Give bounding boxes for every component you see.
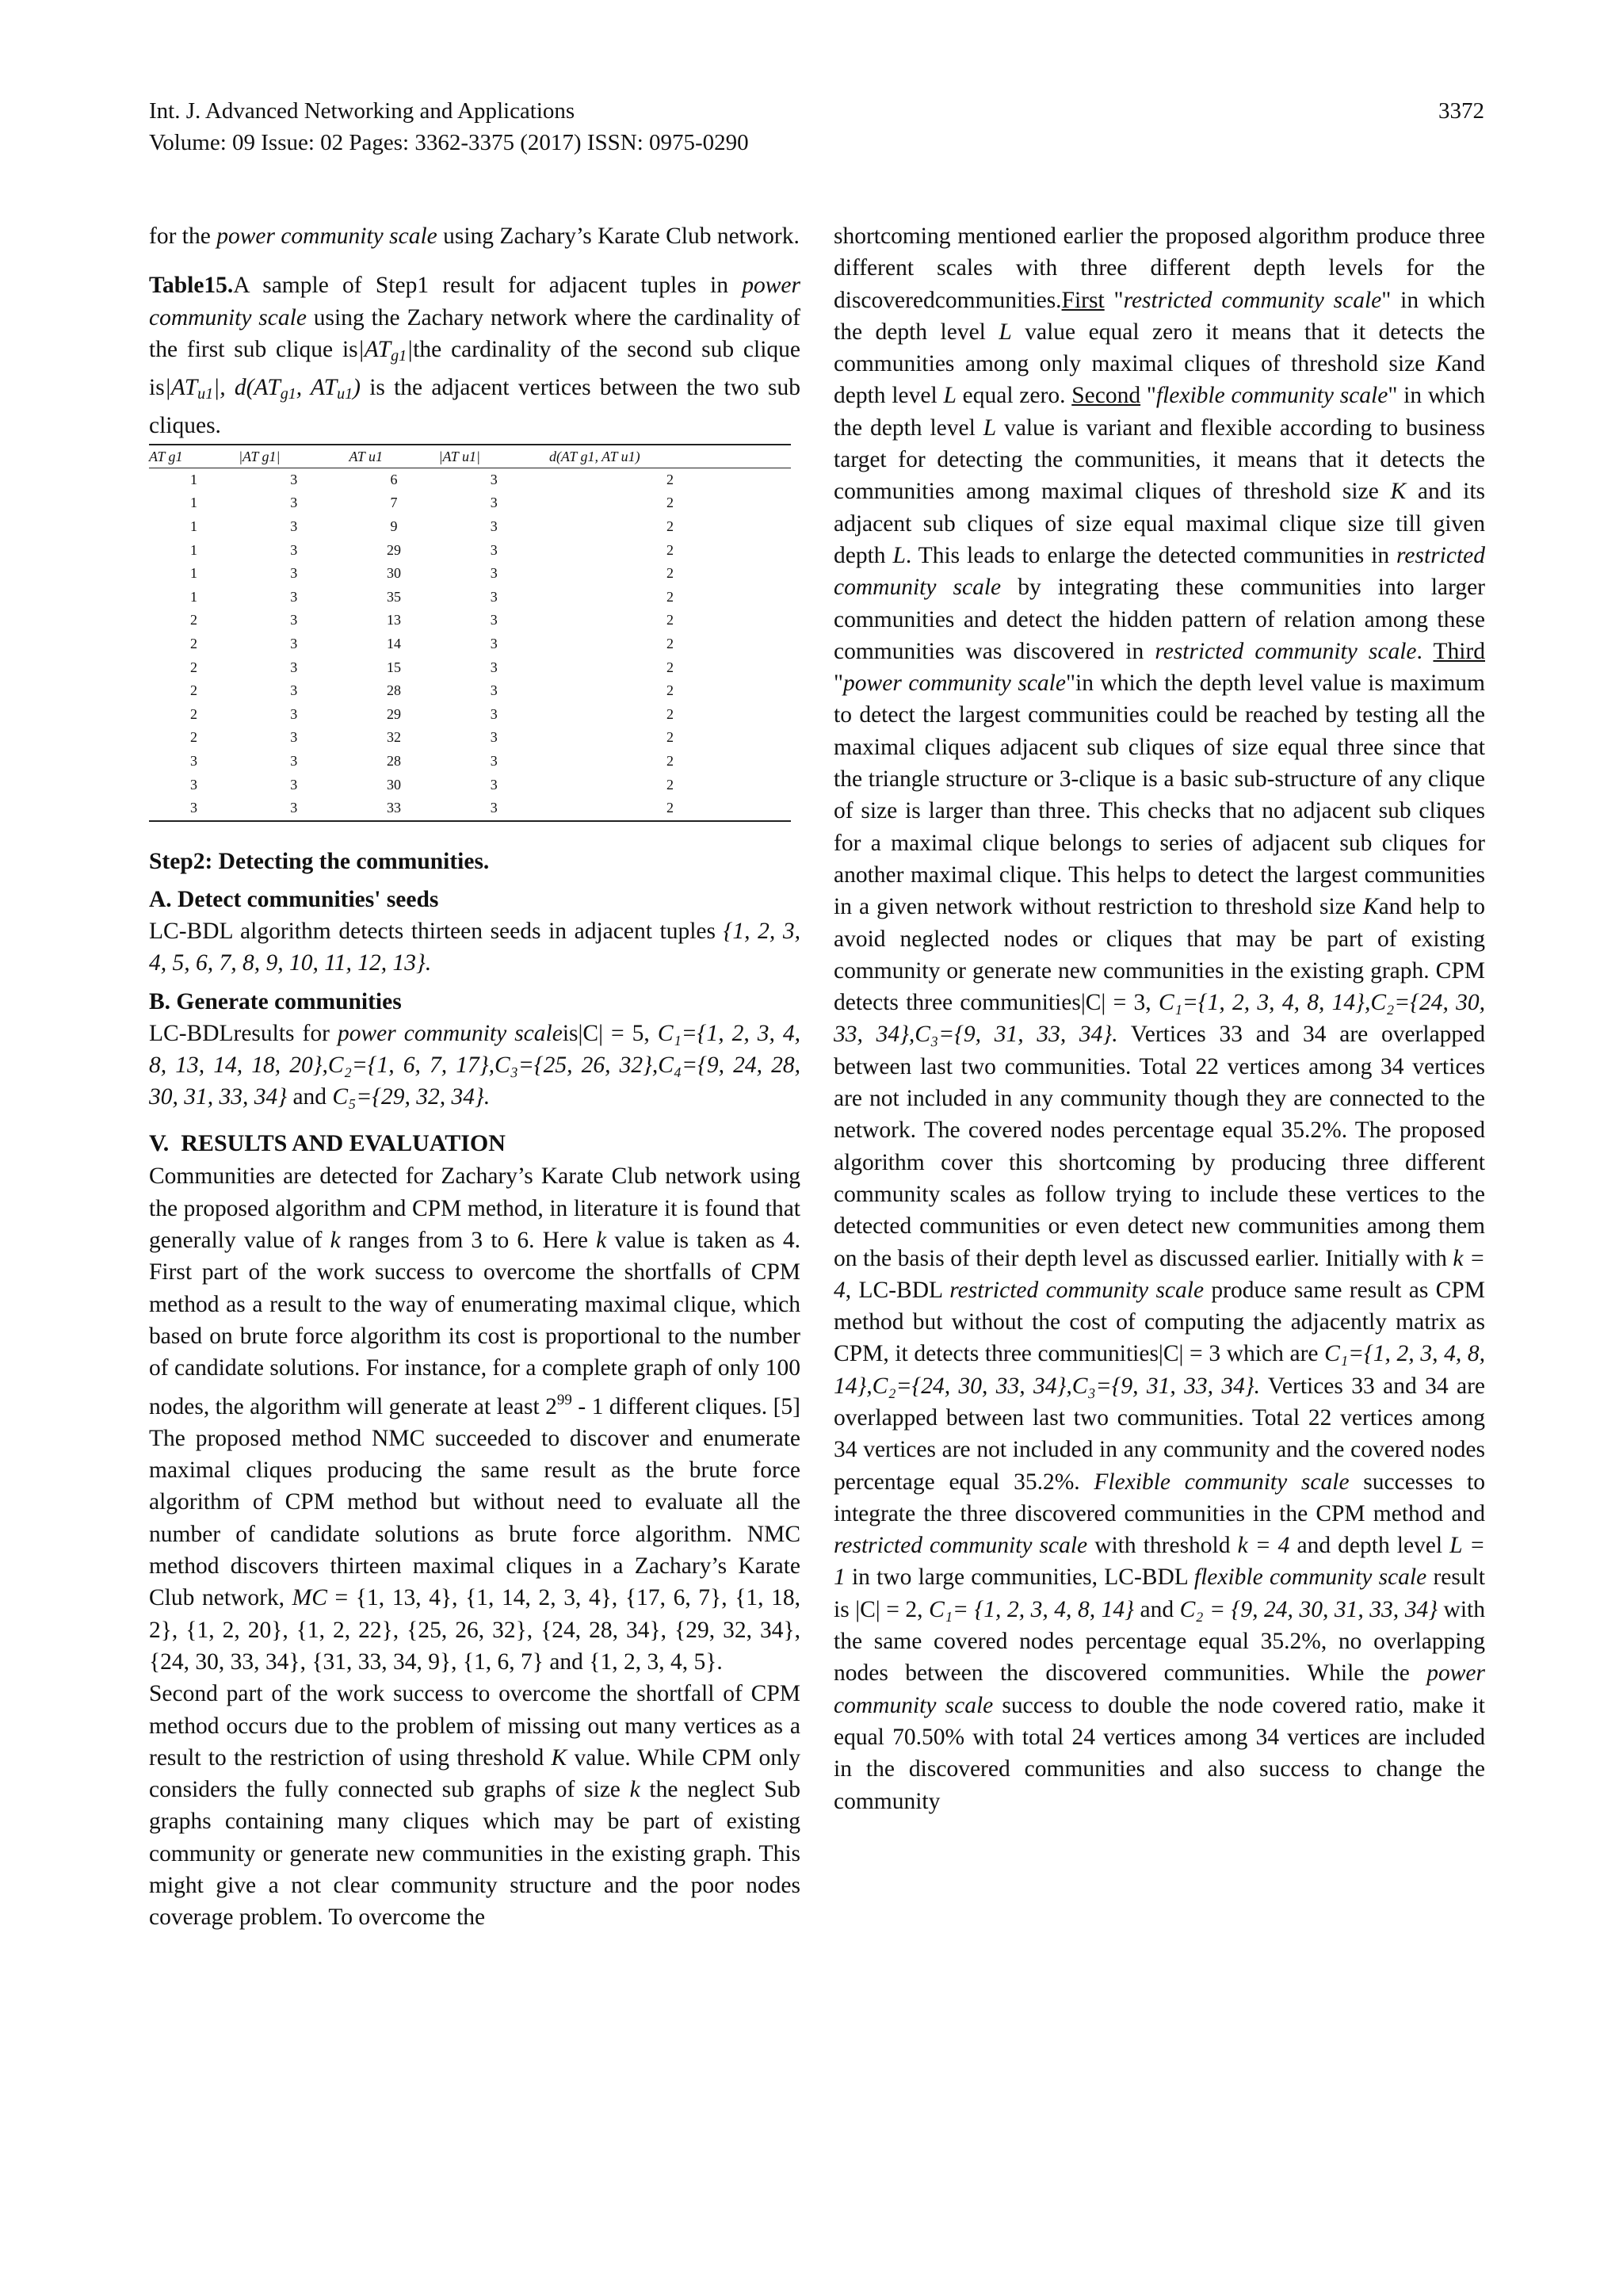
table-row [149, 656, 791, 680]
table-cell: 1 [190, 495, 198, 511]
column-header: |AT g1| [239, 445, 349, 468]
table-cell: 2 [666, 471, 674, 487]
column-header: d(AT g1, AT u1) [549, 445, 791, 468]
table-cell: 3 [290, 588, 298, 605]
table-cell: 2 [666, 518, 674, 534]
table-body [149, 468, 791, 820]
table-cell: 3 [290, 495, 298, 511]
volume-info: Volume: 09 Issue: 02 Pages: 3362-3375 (2017) ISSN: 0975-0290 [149, 130, 749, 155]
table-cell: 2 [666, 588, 674, 605]
table-cell: 3 [490, 541, 498, 558]
table-cell: 3 [290, 752, 298, 769]
table-cell: 3 [490, 682, 498, 699]
table-cell: 2 [190, 659, 198, 675]
table-cell: 32 [387, 729, 401, 746]
table-cell: 2 [190, 635, 198, 651]
table-cell: 3 [190, 776, 198, 793]
table-cell: 3 [490, 705, 498, 722]
column-header: AT u1 [349, 445, 438, 468]
table-cell: 1 [190, 541, 198, 558]
table-row [149, 468, 791, 491]
table-cell: 7 [390, 495, 398, 511]
table-cell: 3 [290, 518, 298, 534]
table-cell: 2 [666, 635, 674, 651]
table-row [149, 703, 791, 727]
subsection-a-heading: A. Detect communities' seeds [149, 886, 439, 912]
table-cell: 3 [490, 752, 498, 769]
table-cell: 35 [387, 588, 401, 605]
table-cell: 3 [290, 635, 298, 651]
table-cell: 29 [387, 705, 401, 722]
subsection-b-heading: B. Generate communities [149, 988, 402, 1014]
table-cell: 3 [490, 495, 498, 511]
journal-title: Int. J. Advanced Networking and Applications [149, 98, 575, 124]
table-cell: 2 [190, 682, 198, 699]
table-cell: 3 [490, 729, 498, 746]
table-cell: 2 [666, 541, 674, 558]
table-cell: 13 [387, 612, 401, 628]
table-cell: 28 [387, 752, 401, 769]
table-cell: 2 [666, 612, 674, 628]
table-label: Table15. [149, 273, 234, 299]
table-cell: 3 [290, 541, 298, 558]
table-row [149, 491, 791, 515]
table-cell: 30 [387, 565, 401, 582]
table-cell: 28 [387, 682, 401, 699]
table-row [149, 562, 791, 586]
step2-heading: Step2: Detecting the communities. [149, 848, 490, 874]
table-cell: 14 [387, 635, 401, 651]
table-cell: 30 [387, 776, 401, 793]
table-cell: 3 [490, 588, 498, 605]
table-row [149, 586, 791, 609]
table-cell: 2 [666, 682, 674, 699]
table-cell: 3 [490, 659, 498, 675]
table-cell: 3 [290, 612, 298, 628]
table-cell: 6 [390, 471, 398, 487]
table-cell: 1 [190, 565, 198, 582]
table-cell: 3 [490, 471, 498, 487]
running-header [149, 95, 1484, 159]
generate-paragraph: LC-BDLresults for power community scaleis|C| = 5, C₁={1, 2, 3, 4, 8, 13, 14, 18, 20},C₂={1, 6, 7, 17},C₃={25, 26, 32},C₄={9, 24, 28, 30, 31, 33, 34} and C₅={29, 32, 34}. [149, 1020, 801, 1110]
table-cell: 3 [490, 518, 498, 534]
left-column [149, 220, 800, 1934]
table-cell: 3 [490, 565, 498, 582]
table-cell: 3 [290, 705, 298, 722]
table-row [149, 750, 791, 774]
table-cell: 1 [190, 518, 198, 534]
table-cell: 2 [190, 705, 198, 722]
table-row [149, 515, 791, 539]
table-cell: 2 [666, 659, 674, 675]
table-cell: 3 [290, 659, 298, 675]
table-cell: 2 [666, 495, 674, 511]
right-column [834, 220, 1485, 1817]
table-cell: 1 [190, 588, 198, 605]
intro-paragraph: for the power community scale using Zachary’s Karate Club network. [149, 223, 800, 249]
results-paragraph-1: Communities are detected for Zachary’s Karate Club network using the proposed algorithm and CPM method, in literature it is found that generally value of k ranges from 3 to 6. Here k value is taken as 4. First part of the work success to overcome the shortfalls of CPM method as a result to the way of enumerating maximal clique, which based on brute force algorithm its cost is proportional to the number of candidate solutions. For instance, for a complete graph of only 100 nodes, the algorithm will generate at least $2^{99} - 1$ different cliques. [5] The proposed method NMC succeeded to discover and enumerate maximal cliques producing the same result as the brute force algorithm of CPM method but without need to evaluate all the number of candidate solutions as brute force algorithm. NMC method discovers thirteen maximal cliques in a Zachary’s Karate Club network, MC = {1, 13, 4}, {1, 14, 2, 3, 4}, {17, 6, 7}, {1, 18, 2}, {1, 2, 20}, {1, 2, 22}, {25, 26, 32}, {24, 28, 34}, {29, 32, 34}, {24, 30, 33, 34}, {31, 33, 34, 9}, {1, 6, 7} and {1, 2, 3, 4, 5}. [149, 1163, 800, 1675]
table-header-row [149, 445, 791, 468]
adjacent-tuples-table [149, 444, 791, 822]
table-cell: 3 [290, 565, 298, 582]
seeds-paragraph: LC-BDL algorithm detects thirteen seeds in adjacent tuples {1, 2, 3, 4, 5, 6, 7, 8, 9, 10, 11, 12, 13}. [149, 918, 800, 976]
table-cell: 3 [439, 797, 549, 821]
table-cell: 15 [387, 659, 401, 675]
table-cell: 29 [387, 541, 401, 558]
section-heading: V. RESULTS AND EVALUATION [149, 1130, 506, 1157]
table-cell: 3 [490, 612, 498, 628]
table-cell: 2 [666, 565, 674, 582]
table-row [149, 539, 791, 563]
table-cell: 3 [490, 635, 498, 651]
table-row [149, 774, 791, 797]
column-header: |AT u1| [439, 445, 549, 468]
table-row [149, 797, 791, 821]
table-cell: 33 [349, 797, 438, 821]
table-cell: 3 [239, 797, 349, 821]
table-cell: 2 [666, 776, 674, 793]
table-cell: 3 [190, 752, 198, 769]
results-paragraph-2: Second part of the work success to overcome the shortfall of CPM method occurs due to the problem of missing out many vertices as a result to the restriction of using threshold K value. While CPM only considers the fully connected sub graphs of size k the neglect Sub graphs containing many cliques which may be part of existing community or generate new communities in the existing graph. This might give a not clear community structure and the poor nodes coverage problem. To overcome the [149, 1681, 800, 1931]
page-number: 3372 [1438, 98, 1484, 124]
table-row [149, 726, 791, 750]
table-row [149, 632, 791, 656]
table-cell: 2 [549, 797, 791, 821]
table-cell: 9 [390, 518, 398, 534]
table-cell: 2 [666, 752, 674, 769]
scales-paragraph: shortcoming mentioned earlier the proposed algorithm produce three different scales with three different depth levels for the discoveredcommunities.First "restricted community scale" in which the depth level L value equal zero it means that it detects the communities among only maximal cliques of threshold size Kand depth level L equal zero. Second "flexible community scale" in which the depth level L value is variant and flexible according to business target for detecting the communities, it means that it detects the communities among maximal cliques of threshold size K and its adjacent sub cliques of size equal maximal clique size till given depth L. This leads to enlarge the detected communities in restricted community scale by integrating these communities into larger communities and detect the hidden pattern of relation among these communities was discovered in restricted community scale. Third "power community scale"in which the depth level value is maximum to detect the largest communities could be reached by testing all the maximal cliques adjacent sub cliques of size equal three since that the triangle structure or 3-clique is a basic sub-structure of any clique of size is larger than three. This checks that no adjacent sub cliques for a maximal clique belongs to series of adjacent sub cliques for another maximal clique. This helps to detect the largest communities in a given network without restriction to threshold size Kand help to avoid neglected nodes or cliques that may be part of existing community or generate new communities in the existing graph. CPM detects three communities|C| = 3, C₁={1, 2, 3, 4, 8, 14},C₂={24, 30, 33, 34},C₃={9, 31, 33, 34}. Vertices 33 and 34 are overlapped between last two communities. Total 22 vertices among 34 vertices are not included in any community though they are connected to the network. The covered nodes percentage equal 35.2%. The proposed algorithm cover this shortcoming by producing three different community scales as follow trying to include these vertices to the detected communities or even detect new communities among them on the basis of their depth level as discussed earlier. Initially with k = 4, LC-BDL restricted community scale produce same result as CPM method but without the cost of computing the adjacently matrix as CPM, it detects three communities|C| = 3 which are C₁={1, 2, 3, 4, 8, 14},C₂={24, 30, 33, 34},C₃={9, 31, 33, 34}. Vertices 33 and 34 are overlapped between last two communities. Total 22 vertices among 34 vertices are not included in any community and the covered nodes percentage equal 35.2%. Flexible community scale successes to integrate the three discovered communities in the CPM method and restricted community scale with threshold k = 4 and depth level L = 1 in two large communities, LC-BDL flexible community scale result is |C| = 2, C₁= {1, 2, 3, 4, 8, 14} and C₂ = {9, 24, 30, 31, 33, 34} with the same covered nodes percentage equal 35.2%, no overlapping nodes between the discovered communities. While the power community scale success to double the node covered ratio, make it equal 70.50% with total 24 vertices among 34 vertices are included in the discovered communities and also success to change the community [834, 223, 1486, 1814]
table-cell: 3 [490, 776, 498, 793]
table-cell: 2 [190, 612, 198, 628]
table-cell: 3 [290, 776, 298, 793]
column-header: AT g1 [149, 445, 239, 468]
table-cell: 3 [290, 729, 298, 746]
table-row [149, 609, 791, 632]
table-cell: 1 [190, 471, 198, 487]
table-cell: 3 [290, 471, 298, 487]
table-cell: 3 [290, 682, 298, 699]
table-cell: 2 [666, 729, 674, 746]
table-cell: 3 [149, 797, 239, 821]
table-cell: 2 [190, 729, 198, 746]
table-caption: Table15.A sample of Step1 result for adjacent tuples in power community scale using the Zachary network where the cardinality of the first sub clique $is|AT_{g1}|the$ cardinality of the second sub clique $is|AT_{u1}|$, $d(AT_{g1}$, $AT_{u1}$) is the adjacent vertices between the two sub cliques. [149, 273, 800, 439]
table-row [149, 679, 791, 703]
table-cell: 2 [666, 705, 674, 722]
